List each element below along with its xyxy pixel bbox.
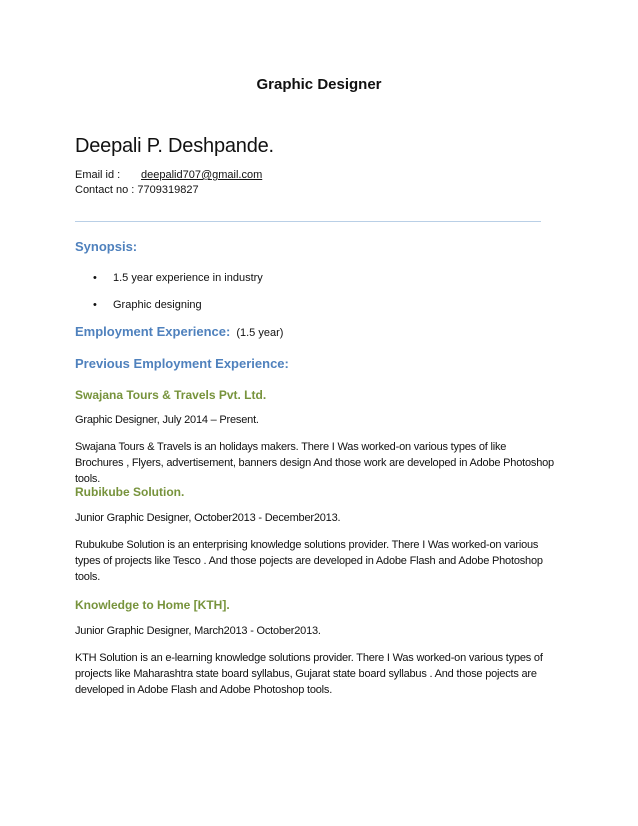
synopsis-item: [93, 299, 202, 311]
job-description: KTH Solution is an e-learning knowledge solutions provider. There I Was worked-on various types of projects like Maharashtra state board syllabus, Gujarat state board syllabus . And those pojects are developed in Adobe Flash and Adobe Photoshop tools.: [75, 652, 543, 696]
email-link[interactable]: deepalid707@gmail.com: [141, 169, 263, 181]
job-role: Junior Graphic Designer, October2013 - December2013.: [75, 512, 341, 524]
job-description: Rubukube Solution is an enterprising knowledge solutions provider. There I Was worked-on various types of projects like Tesco . And those pojects are developed in Adobe Flash and Adobe Photoshop tools.: [75, 539, 543, 583]
job-description: Swajana Tours & Travels is an holidays makers. There I Was worked-on various types of like Brochures , Flyers, advertisement, banners design And those work are developed in Adobe Photoshop tools.: [75, 441, 554, 485]
candidate-name: Deepali P. Deshpande.: [75, 135, 274, 157]
contact-number: 7709319827: [137, 184, 199, 196]
email-label: Email id :: [75, 169, 121, 181]
company-heading: Knowledge to Home [KTH].: [75, 598, 230, 612]
company-heading: Swajana Tours & Travels Pvt. Ltd.: [75, 388, 267, 402]
header-divider: [75, 221, 541, 222]
contact-row: [75, 184, 199, 196]
bullet-icon: •: [93, 272, 97, 284]
email-row: [75, 169, 262, 181]
employment-heading: [75, 324, 283, 339]
job-role: Graphic Designer, July 2014 – Present.: [75, 414, 259, 426]
contact-label: Contact no :: [75, 184, 135, 196]
synopsis-item-text: 1.5 year experience in industry: [113, 272, 263, 284]
previous-employment-heading: Previous Employment Experience:: [75, 356, 289, 371]
synopsis-item: [93, 272, 263, 284]
employment-heading-text: Employment Experience:: [75, 324, 231, 339]
document-title: Graphic Designer: [256, 76, 382, 93]
employment-duration: (1.5 year): [236, 327, 284, 339]
job-role: Junior Graphic Designer, March2013 - October2013.: [75, 625, 321, 637]
synopsis-item-text: Graphic designing: [113, 299, 202, 311]
bullet-icon: •: [93, 299, 97, 311]
company-heading: Rubikube Solution.: [75, 485, 185, 499]
synopsis-heading: Synopsis:: [75, 239, 138, 254]
